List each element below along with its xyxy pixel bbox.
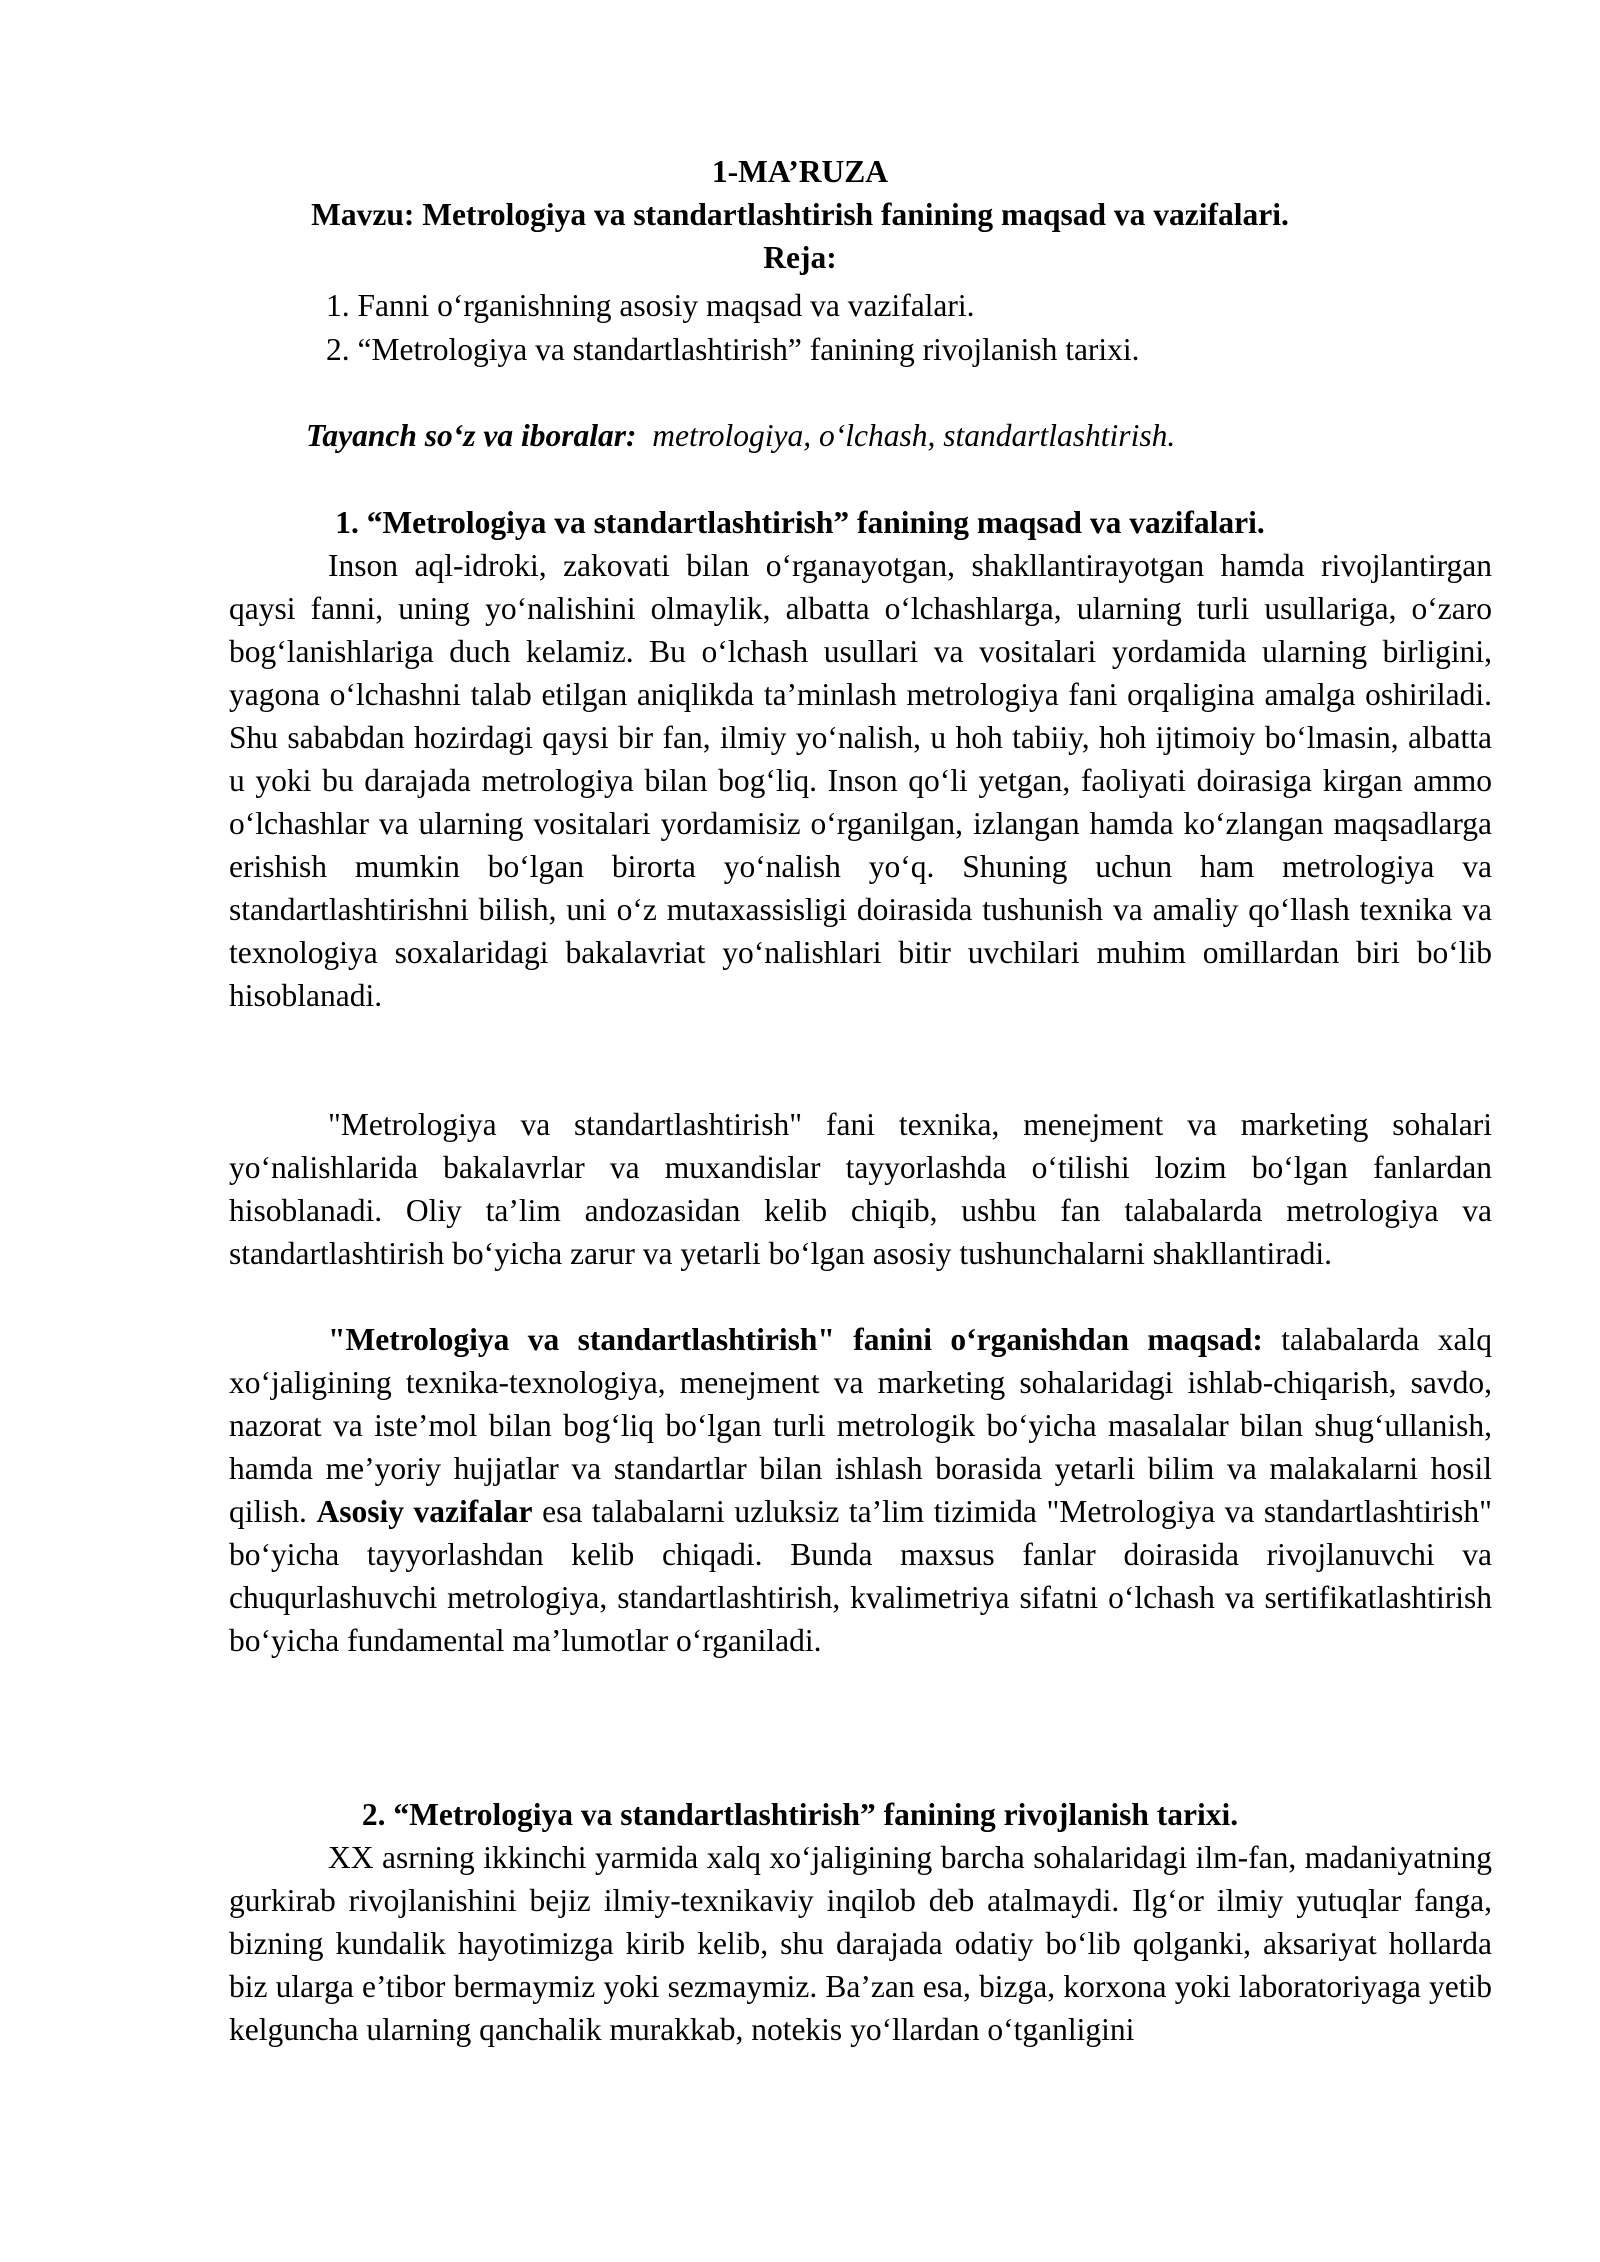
section-1-paragraph-2: "Metrologiya va standartlashtirish" fani texnika, menejment va marketing sohalari yo‘nalishlarida bakalavrlar va muxandislar tayyorlashda o‘tilishi lozim bo‘lgan fanlardan hisoblanadi. Oliy ta’lim andozasidan kelib chiqib, ushbu fan talabalarda metrologiya va standartlashtirish bo‘yicha zarur va yetarli bo‘lgan asosiy tushunchalarni shakllantiradi.	[229, 1107, 1492, 1271]
plan-item-2: 2. “Metrologiya va standartlashtirish” fanining rivojlanish tarixi.	[326, 332, 1140, 367]
plan-item-1: 1. Fanni o‘rganishning asosiy maqsad va vazifalari.	[326, 288, 975, 323]
keywords-text: metrologiya, o‘lchash, standartlashtirish.	[652, 418, 1176, 453]
section-1-heading: 1. “Metrologiya va standartlashtirish” fanining maqsad va vazifalari.	[335, 505, 1265, 540]
purpose-lead: "Metrologiya va standartlashtirish" fanini o‘rganishdan maqsad:	[328, 1322, 1263, 1357]
lecture-topic: Mavzu: Metrologiya va standartlashtirish fanining maqsad va vazifalari.	[311, 197, 1289, 232]
keywords-label: Tayanch so‘z va iboralar:	[306, 418, 637, 453]
main-tasks-body: esa talabalarni uzluksiz ta’lim tizimida "Metrologiya va standartlashtirish" bo‘yicha tayyorlashdan kelib chiqadi. Bunda maxsus fanlar doirasida rivojlanuvchi va chuqurlashuvchi metrologiya, standartlashtirish, kvalimetriya sifatni o‘lchash va sertifikatlashtirish bo‘yicha fundamental ma’lumotlar o‘rganiladi.	[229, 1494, 1492, 1658]
plan-heading: Reja:	[763, 240, 837, 275]
keywords-line	[306, 414, 1175, 457]
lecture-title: 1-MA’RUZA	[711, 154, 889, 189]
section-2-heading: 2. “Metrologiya va standartlashtirish” fanining rivojlanish tarixi.	[361, 1797, 1239, 1832]
purpose-body: talabalarda xalq xo‘jaligining texnika-texnologiya, menejment va marketing sohalaridagi ishlab-chiqarish, savdo, nazorat va iste’mol bilan bog‘liq bo‘lgan turli metrologik bo‘yicha masalalar bilan shug‘ullanish, hamda me’yoriy hujjatlar va standartlar bilan ishlash borasida yetarli bilim va malakalarni hosil qilish.	[229, 1322, 1492, 1529]
section-2-paragraph-1: XX asrning ikkinchi yarmida xalq xo‘jaligining barcha sohalaridagi ilm-fan, madaniyatning gurkirab rivojlanishini bejiz ilmiy-texnikaviy inqilob deb atalmaydi. Ilg‘or ilmiy yutuqlar fanga, bizning kundalik hayotimizga kirib kelib, shu darajada odatiy bo‘lib qolganki, aksariyat hollarda biz ularga e’tibor bermaymiz yoki sezmaymiz. Ba’zan esa, bizga, korxona yoki laboratoriyaga yetib kelguncha ularning qanchalik murakkab, notekis yo‘llardan o‘tganligini	[229, 1840, 1492, 2047]
main-tasks-term: Asosiy vazifalar	[316, 1494, 533, 1529]
section-1-paragraph-3	[229, 1318, 1492, 1662]
section-1-paragraph-1: Inson aql-idroki, zakovati bilan o‘rganayotgan, shakllantirayotgan hamda rivojlantirgan qaysi fanni, uning yo‘nalishini olmaylik, albatta o‘lchashlarga, ularning turli usullariga, o‘zaro bog‘lanishlariga duch kelamiz. Bu o‘lchash usullari va vositalari yordamida ularning birligini, yagona o‘lchashni talab etilgan aniqlikda ta’minlash metrologiya fani orqaligina amalga oshiriladi. Shu sababdan hozirdagi qaysi bir fan, ilmiy yo‘nalish, u hoh tabiiy, hoh ijtimoiy bo‘lmasin, albatta u yoki bu darajada metrologiya bilan bog‘liq. Inson qo‘li yetgan, faoliyati doirasiga kirgan ammo o‘lchashlar va ularning vositalari yordamisiz o‘rganilgan, izlangan hamda ko‘zlangan maqsadlarga erishish mumkin bo‘lgan birorta yo‘nalish yo‘q. Shuning uchun ham metrologiya va standartlashtirishni bilish, uni o‘z mutaxassisligi doirasida tushunish va amaliy qo‘llash texnika va texnologiya soxalaridagi bakalavriat yo‘nalishlari bitir uvchilari muhim omillardan biri bo‘lib hisoblanadi.	[229, 548, 1492, 1013]
